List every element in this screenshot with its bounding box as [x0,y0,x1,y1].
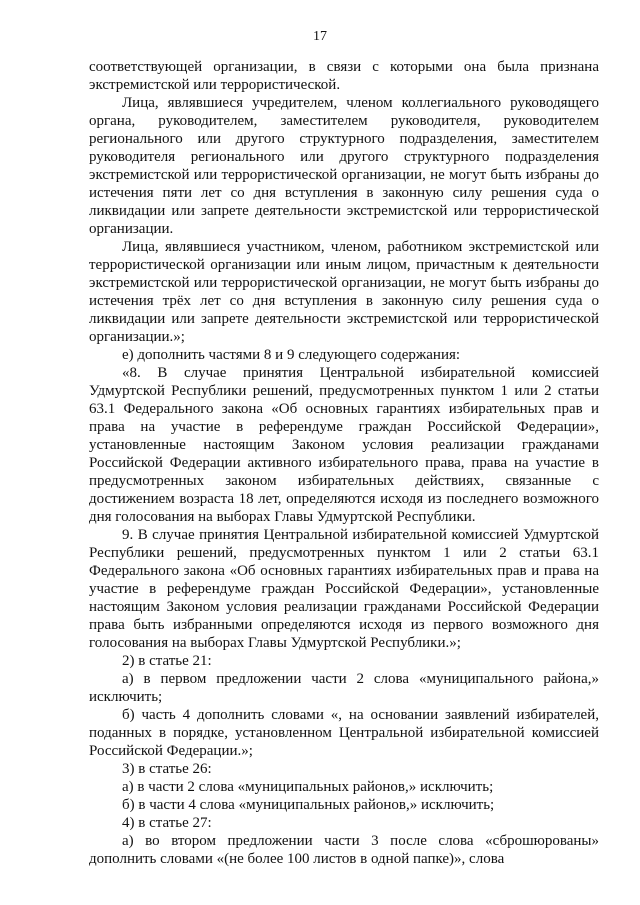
paragraph-7: 2) в статье 21: [122,653,212,669]
paragraph-3: Лица, являвшиеся участником, членом, работником экстремистской или террористической организации или иным лицом, причастным к деятельности экстремистской или террористической организации, не могут быть избраны до истечения трёх лет со дня вступления в законную силу решения суда о ликвидации или запрете деятельности экстремистской или террористической организации.»; [89,239,599,345]
paragraph-13: 4) в статье 27: [122,815,212,831]
paragraph-10: 3) в статье 26: [122,761,212,777]
paragraph-4: е) дополнить частями 8 и 9 следующего содержания: [122,347,461,363]
paragraph-2: Лица, являвшиеся учредителем, членом коллегиального руководящего органа, руководителем, заместителем руководителя, руководителем регионального или другого структурного подразделения, заместителем руководителя регионального или другого структурного подразделения экстремистской или террористической организации, не могут быть избраны до истечения пяти лет со дня вступления в законную силу решения суда о ликвидации или запрете деятельности экстремистской или террористической организации. [89,95,599,237]
paragraph-14: а) во втором предложении части 3 после слова «сброшюрованы» дополнить словами «(не более 100 листов в одной папке)», слова [89,833,599,867]
paragraph-1: соответствующей организации, в связи с которыми она была признана экстремистской или террористической. [89,59,599,93]
paragraph-8: а) в первом предложении части 2 слова «муниципального района,» исключить; [89,671,599,705]
page-number: 17 [313,29,327,44]
paragraph-11: а) в части 2 слова «муниципальных районов,» исключить; [122,779,494,795]
document-body [89,58,599,868]
paragraph-12: б) в части 4 слова «муниципальных районов,» исключить; [122,797,495,813]
paragraph-5: «8. В случае принятия Центральной избирательной комиссией Удмуртской Республики решений, предусмотренных пунктом 1 или 2 статьи 63.1 Федерального закона «Об основных гарантиях избирательных прав и права на участие в референдуме граждан Российской Федерации», установленные настоящим Законом условия реализации гражданами Российской Федерации активного избирательного права, права на участие в предусмотренных законом избирательных действиях, связанные с достижением возраста 18 лет, определяются исходя из последнего возможного дня голосования на выборах Главы Удмуртской Республики. [89,365,599,525]
paragraph-6: 9. В случае принятия Центральной избирательной комиссией Удмуртской Республики решений, предусмотренных пунктом 1 или 2 статьи 63.1 Федерального закона «Об основных гарантиях избирательных прав и права на участие в референдуме граждан Российской Федерации», установленные настоящим Законом условия реализации гражданами Российской Федерации права быть избранными определяются исходя из первого возможного дня голосования на выборах Главы Удмуртской Республики.»; [89,527,599,651]
paragraph-9: б) часть 4 дополнить словами «, на основании заявлений избирателей, поданных в порядке, установленном Центральной избирательной комиссией Российской Федерации.»; [89,707,599,759]
